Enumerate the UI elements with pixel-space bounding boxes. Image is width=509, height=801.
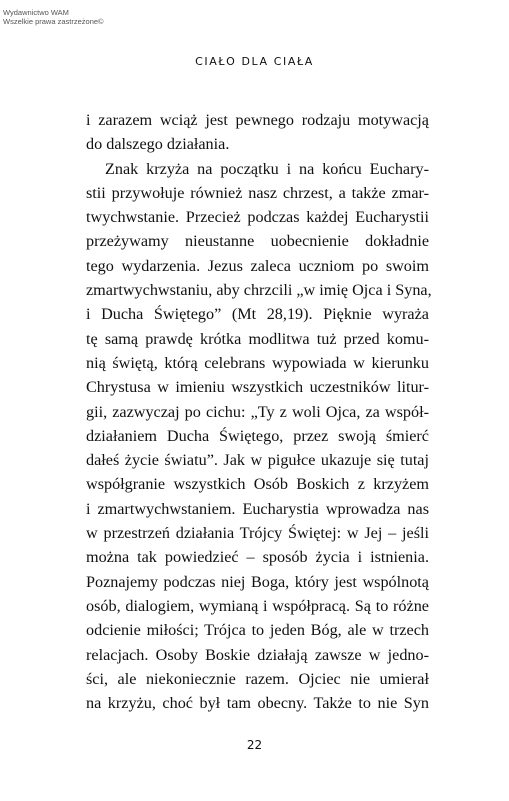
- text-line: można tak powiedzieć – sposób życia i istnienia.: [86, 548, 429, 567]
- text-line: tego wydarzenia. Jezus zaleca uczniom po swoim: [86, 256, 429, 275]
- running-head: CIAŁO DLA CIAŁA: [195, 55, 314, 68]
- text-line: i zarazem wciąż jest pewnego rodzaju motywacją: [86, 111, 429, 129]
- text-line: ści, ale niekoniecznie razem. Ojciec nie umierał: [86, 669, 429, 688]
- text-line: w przestrzeń działania Trójcy Świętej: w Jej – jeśli: [86, 524, 429, 543]
- text-line: zmartwychwstaniu, aby chrzcili „w imię Ojca i Syna,: [86, 281, 432, 300]
- text-line: tę samą prawdę krótka modlitwa tuż przed komu-: [86, 329, 429, 348]
- text-line: przeżywamy nieustanne uobecnienie dokładnie: [86, 232, 429, 251]
- text-line: twychwstanie. Przecież podczas każdej Eucharystii: [86, 208, 429, 227]
- text-line: dałeś życie światu”. Jak w pigułce ukazuje się tutaj: [86, 451, 429, 470]
- text-line: i zmartwychwstaniem. Eucharystia wprowadza nas: [86, 499, 429, 518]
- page-number: 22: [246, 738, 263, 752]
- text-line: odcienie miłości; Trójca to jeden Bóg, ale w trzech: [86, 621, 429, 640]
- text-line: działaniem Ducha Świętego, przez swoją śmierć: [86, 426, 429, 445]
- watermark-copyright: Wszelkie prawa zastrzeżone©: [3, 17, 104, 26]
- text-line: Poznajemy podczas niej Boga, który jest wspólnotą: [86, 572, 429, 591]
- body-text: [86, 108, 432, 715]
- text-line: Chrystusa w imieniu wszystkich uczestników litur-: [86, 378, 429, 397]
- watermark: [3, 8, 104, 26]
- text-line: nią świętą, którą celebrans wypowiada w kierunku: [86, 353, 429, 372]
- text-line: i Ducha Świętego” (Mt 28,19). Pięknie wyraża: [86, 305, 429, 324]
- text-line: gii, zazwyczaj po cichu: „Ty z woli Ojca, za współ-: [86, 402, 429, 421]
- text-line: stii przywołuje również nasz chrzest, a także zmar-: [86, 183, 429, 202]
- text-line: na krzyżu, choć był tam obecny. Także to nie Syn: [86, 694, 429, 713]
- text-line: relacjach. Osoby Boskie działają zawsze w jedno-: [86, 645, 429, 664]
- text-line: Znak krzyża na początku i na końcu Euchary-: [105, 159, 429, 178]
- watermark-publisher: Wydawnictwo WAM: [3, 8, 69, 17]
- text-line: osób, dialogiem, wymianą i współpracą. Są to różne: [86, 596, 429, 615]
- text-line: współgranie wszystkich Osób Boskich z krzyżem: [86, 475, 429, 494]
- text-line: do dalszego działania.: [86, 135, 230, 154]
